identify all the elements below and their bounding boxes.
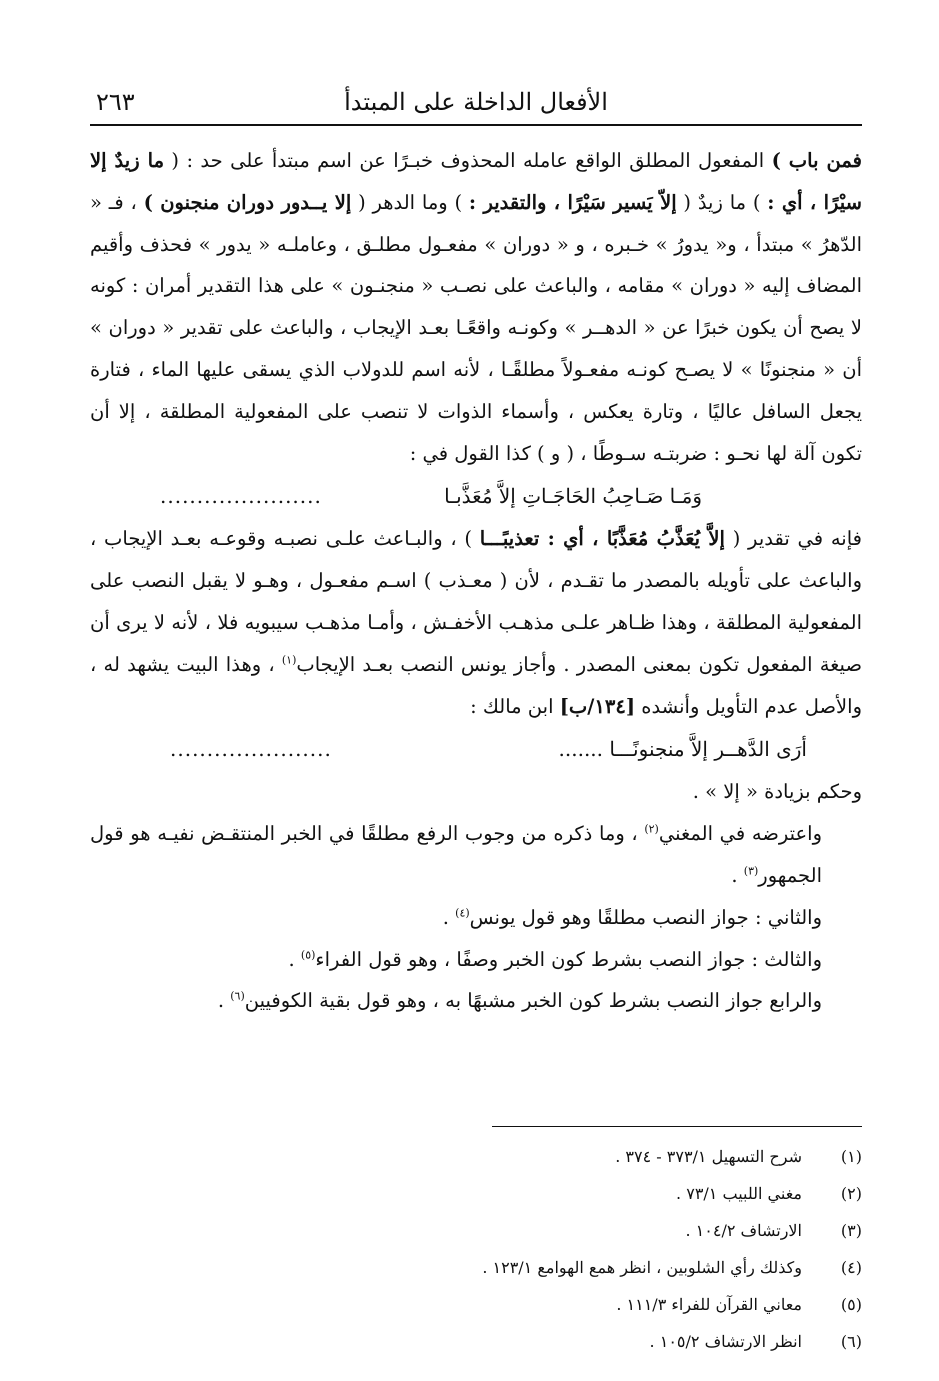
footnote-text: الارتشاف ١٠٤/٢ . — [685, 1221, 802, 1240]
verse-line-1 — [90, 474, 862, 518]
text-run: والرابع جواز النصب بشرط كون الخبر مشبهًا به ، وهو قول بقية الكوفيين — [244, 989, 822, 1013]
footnote-item — [90, 1323, 862, 1360]
bold-phrase: ما زيدٌ إلا سيْرًا ، أي : — [90, 149, 862, 214]
bold-phrase: إلاَّ يُعَذَّبُ مُعَذَّبًا ، أي : تعذيبًـــا — [479, 527, 725, 551]
footnote-number: (٢) — [840, 1184, 862, 1203]
opinion-line — [90, 939, 862, 981]
text-run: . — [217, 989, 231, 1013]
bold-phrase: إلا يــدور دوران منجنون ) — [143, 190, 352, 214]
footnote-text: وكذلك رأي الشلوبين ، انظر همع الهوامع ١٢٣/١ . — [482, 1258, 802, 1277]
opinion-line — [90, 897, 862, 939]
bold-phrase: فمن باب ) — [771, 149, 862, 172]
footnote-number: (١) — [840, 1147, 862, 1166]
text-run: المفعول المطلق الواقع عامله المحذوف خبـرًا عن اسم مبتدأ على حد : ( — [164, 149, 772, 172]
main-text — [90, 140, 862, 1022]
paragraph-4 — [90, 813, 862, 897]
footnote-text: معاني القرآن للفراء ١١١/٣ . — [616, 1295, 802, 1314]
footnote-number: (٣) — [840, 1221, 862, 1240]
footnote-item — [90, 1212, 862, 1249]
footnote-ref: (٢) — [644, 822, 659, 836]
footnote-number: (٤) — [840, 1258, 862, 1277]
paragraph-1 — [90, 140, 862, 474]
running-header — [90, 78, 862, 126]
text-run: ، فـ « الدّهرُ » مبتدأ ، و« يدورُ » خـبره ، و « دوران » مفعـول مطلـق ، وعاملـه « يدور » فحذف وأقيم المضاف إليه « دوران » مقامه ، والباعث على نصـب « منجنـون » على هذا التقدير أمران : كونه لا يصح أن يكون خبرًا عن « الدهــر » وكونـه واقعًـا بعـد الإيجاب ، والباعث على تقدير « دوران » أن « منجنونًا » لا يصـح كونـه مفعـولاً مطلقًـا ، لأنه اسم للدولاب الذي يسقى عليها الماء ، فتارة يجعل السافل عاليًا ، وتارة يعكس ، وأسماء الذوات لا تنصب على المفعولية المطلقة ، إلا أن تكون آلة لها نحـو : ضربتـه سـوطًا ، ( و ) كذا القول في : — [90, 190, 862, 465]
footnote-ref: (٣) — [743, 864, 759, 878]
footnote-text: شرح التسهيل ٣٧٣/١ - ٣٧٤ . — [615, 1147, 802, 1166]
verse-line-2 — [90, 727, 862, 771]
footnote-item — [90, 1175, 862, 1212]
text-run: . — [442, 905, 456, 929]
footnote-ref: (١) — [281, 653, 297, 667]
text-run: ) وما الدهر ( — [351, 190, 469, 214]
text-run: . — [288, 947, 301, 971]
text-run: ، وهذا البيت يشهد له ، والأصل عدم التأويل وأنشده — [90, 652, 862, 718]
text-run: والثاني : جواز النصب مطلقًا وهو قول يونس — [469, 905, 822, 929]
text-run: . — [731, 863, 744, 887]
verse-text: أرَى الدَّهــر إلاَّ منجنونًـــا ....... — [558, 737, 807, 762]
text-run: ابن مالك : — [470, 694, 560, 718]
verse-ellipsis: ...................... — [160, 484, 322, 509]
footnote-item — [90, 1286, 862, 1323]
verse-ellipsis: ...................... — [170, 737, 332, 762]
footnote-text: مغني اللبيب ٧٣/١ . — [676, 1184, 802, 1203]
running-title: الأفعال الداخلة على المبتدأ — [344, 88, 608, 116]
bold-phrase: إلاّ يَسير سَيْرًا ، والتقدير : — [468, 190, 677, 214]
text-run: فإنه في تقدير ( — [724, 527, 862, 551]
text-run: ) ، والبـاعث علـى نصبـه وقوعـه بعـد الإيجاب ، والباعث على تأويله بالمصدر ما تقـدم ، لأن ( معـذب ) اسـم مفعـول ، وهـو لا يقبل النصب على المفعولية المطلقة ، وهذا ظـاهر علـى مذهـب الأخفـش ، وأمـا مذهـب سيبويه فلا ، لأنه لا يرى أن صيغة المفعول تكون بمعنى المصدر . وأجاز يونس النصب بعـد الإيجاب — [90, 527, 863, 676]
paragraph-3 — [90, 771, 862, 813]
footnote-item — [90, 1249, 862, 1286]
book-page — [90, 78, 863, 1351]
footnotes — [90, 1138, 862, 1360]
footnote-number: (٥) — [840, 1295, 862, 1314]
text-run: وحكم بزيادة « إلا » . — [692, 780, 862, 804]
paragraph-2 — [90, 518, 862, 727]
page-number: ٢٦٣ — [96, 88, 135, 116]
verse-text: وَمَـا صَـاحِبُ الحَاجَـاتِ إلاَّ مُعَذَّبـا — [444, 484, 702, 509]
footnote-ref: (٥) — [300, 948, 316, 962]
footnote-ref: (٦) — [230, 989, 245, 1003]
text-run: ) ما زيدٌ ( — [676, 190, 768, 214]
opinion-line — [90, 980, 862, 1022]
text-run: والثالث : جواز النصب بشرط كون الخبر وصفًا ، وهو قول الفراء — [315, 947, 822, 971]
footnote-ref: (٤) — [455, 906, 470, 920]
footnote-number: (٦) — [840, 1332, 862, 1351]
manuscript-ref: [١٣٤/ب] — [559, 694, 636, 718]
text-run: واعترضه في المغني — [658, 822, 822, 846]
footnote-text: انظر الارتشاف ١٠٥/٢ . — [649, 1332, 802, 1351]
footnote-divider — [492, 1126, 862, 1127]
footnote-item — [90, 1138, 862, 1175]
text-run: ، وما ذكره من وجوب الرفع مطلقًا في الخبر المنتقـض نفيـه هو قول الجمهور — [90, 822, 822, 887]
